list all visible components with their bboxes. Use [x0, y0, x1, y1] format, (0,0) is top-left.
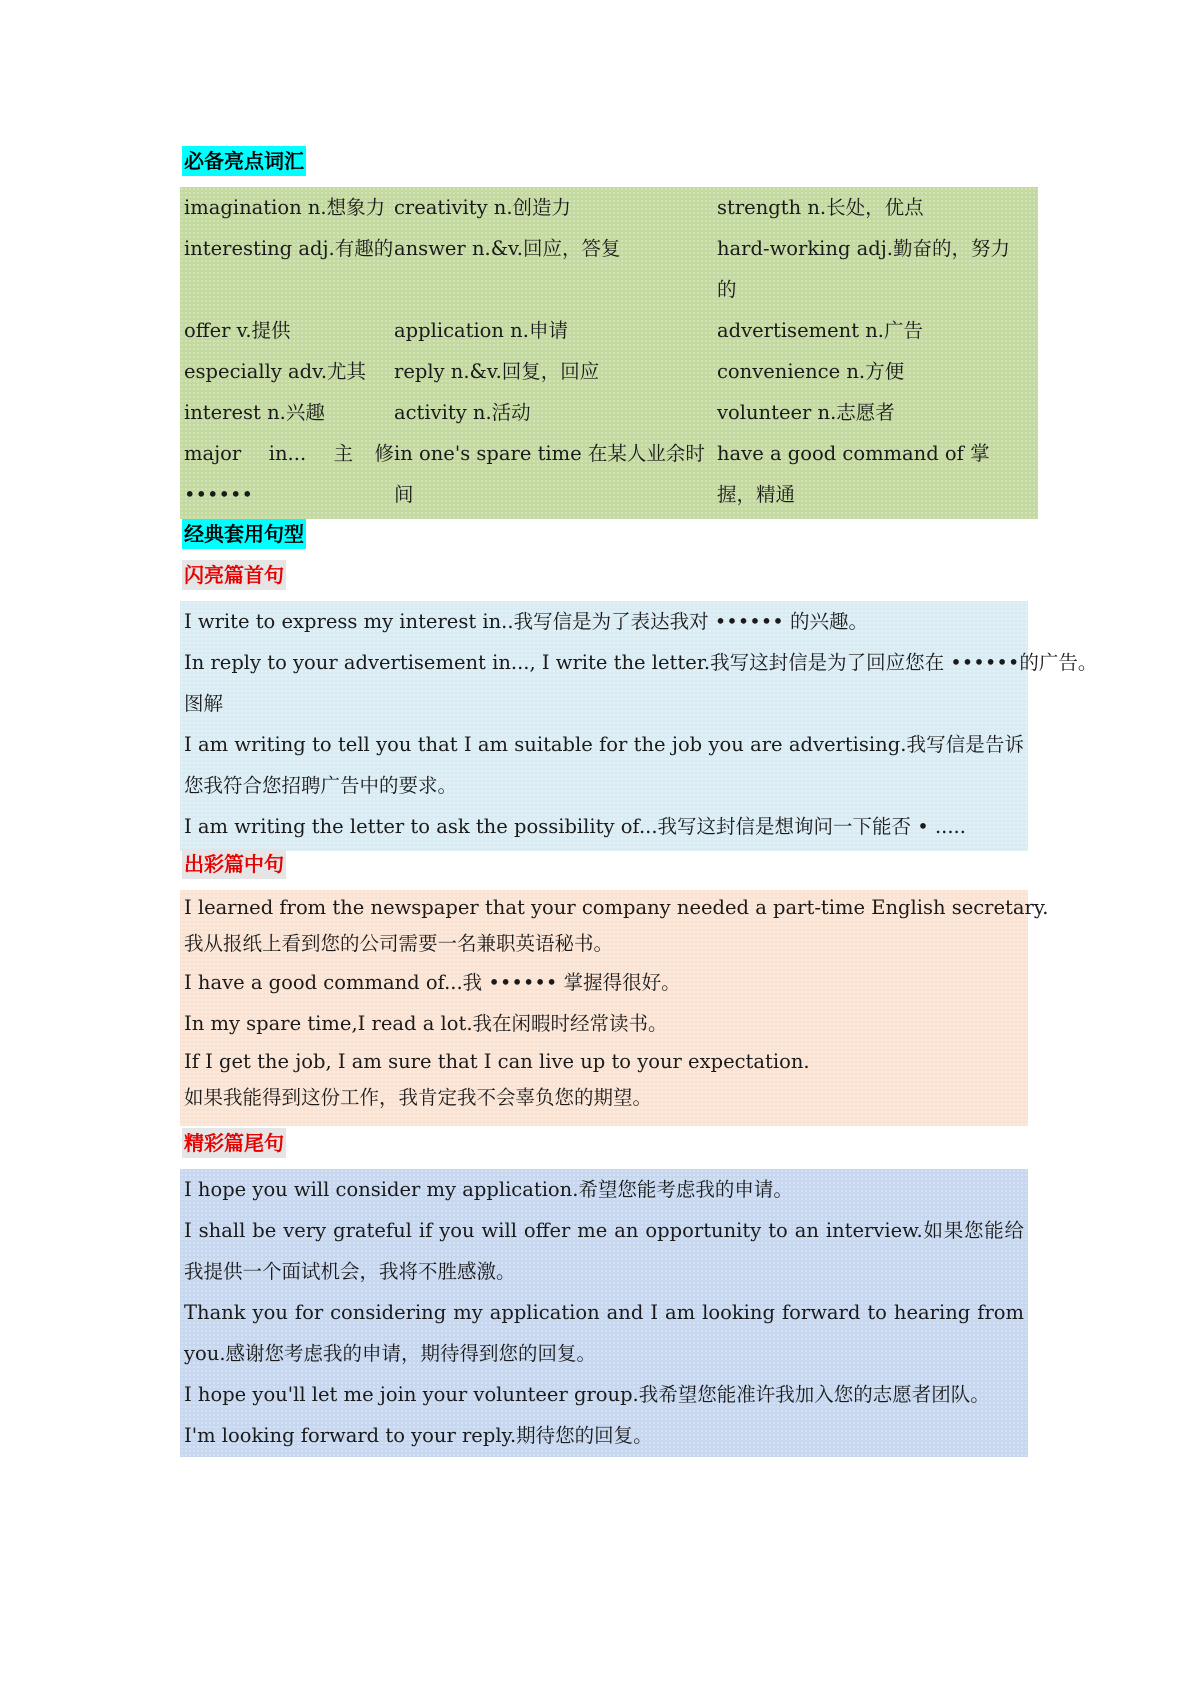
- vocab-row: [184, 392, 1038, 433]
- sentence-line: I'm looking forward to your reply.期待您的回复。: [184, 1424, 653, 1447]
- sentence-line: 如果我能得到这份工作，我肯定我不会辜负您的期望。: [184, 1086, 653, 1109]
- sentence-line: In my spare time,I read a lot.我在闲暇时经常读书。: [184, 1012, 668, 1035]
- vocab-row: [184, 228, 1038, 310]
- vocab-cell: reply n.&v.回复，回应: [394, 360, 600, 383]
- vocab-row: [184, 310, 1038, 351]
- sentence-line: 我从报纸上看到您的公司需要一名兼职英语秘书。: [184, 932, 614, 955]
- vocab-cell: especially adv.尤其: [184, 360, 367, 383]
- sentence-line: I have a good command of...我 •••••• 掌握得很好。: [184, 971, 681, 994]
- vocab-table: [180, 187, 1038, 519]
- closing-sentences: [180, 1169, 1028, 1457]
- vocab-cell: interesting adj.有趣的: [184, 237, 394, 260]
- vocab-heading: 必备亮点词汇: [182, 146, 306, 176]
- sentence-line: I shall be very grateful if you will offer me an opportunity to an interview.如果您能给我提供一个面试机会，我将不胜感激。: [184, 1219, 1024, 1283]
- opening-sentences: [180, 601, 1098, 851]
- vocab-cell: imagination n.想象力: [184, 196, 386, 219]
- sentence-line: I learned from the newspaper that your company needed a part-time English secretary.: [184, 896, 1049, 919]
- vocab-cell: volunteer n.志愿者: [717, 401, 895, 424]
- sentence-line: I am writing to tell you that I am suitable for the job you are advertising.我写信是告诉您我符合您招聘广告中的要求。: [184, 733, 1024, 797]
- sentence-line: 图解: [184, 692, 224, 715]
- middle-sentences: [180, 890, 1049, 1126]
- sentence-heading: 经典套用句型: [182, 519, 306, 549]
- vocab-cell: in one's spare time 在某人业余时间: [394, 442, 705, 506]
- vocab-cell: interest n.兴趣: [184, 401, 325, 424]
- vocab-row: [184, 187, 1038, 228]
- vocab-cell: application n.申请: [394, 319, 568, 342]
- vocab-cell: activity n.活动: [394, 401, 531, 424]
- vocab-row: [184, 433, 1038, 515]
- opening-heading: 闪亮篇首句: [182, 560, 286, 590]
- vocab-cell: strength n.长处，优点: [717, 196, 924, 219]
- sentence-line: I am writing the letter to ask the possibility of...我写这封信是想询问一下能否 • .....: [184, 815, 966, 838]
- vocab-cell: offer v.提供: [184, 319, 291, 342]
- vocab-cell: have a good command of 掌握，精通: [717, 442, 990, 506]
- sentence-line: If I get the job, I am sure that I can live up to your expectation.: [184, 1050, 810, 1073]
- vocab-row: [184, 351, 1038, 392]
- middle-heading: 出彩篇中句: [182, 849, 286, 879]
- sentence-line: I hope you'll let me join your volunteer group.我希望您能准许我加入您的志愿者团队。: [184, 1383, 990, 1406]
- sentence-line: In reply to your advertisement in..., I write the letter.我写这封信是为了回应您在 ••••••的广告。: [184, 651, 1098, 674]
- vocab-cell: advertisement n.广告: [717, 319, 923, 342]
- sentence-line: I write to express my interest in..我写信是为了表达我对 •••••• 的兴趣。: [184, 610, 868, 633]
- vocab-cell: major in... 主修 ••••••: [184, 442, 394, 506]
- vocab-cell: convenience n.方便: [717, 360, 905, 383]
- sentence-line: I hope you will consider my application.希望您能考虑我的申请。: [184, 1178, 793, 1201]
- vocab-cell: creativity n.创造力: [394, 196, 572, 219]
- vocab-cell: hard-working adj.勤奋的，努力的: [717, 237, 1010, 301]
- closing-heading: 精彩篇尾句: [182, 1128, 286, 1158]
- sentence-line: Thank you for considering my application and I am looking forward to hearing from you.感谢您考虑我的申请，期待得到您的回复。: [184, 1301, 1024, 1365]
- vocab-cell: answer n.&v.回应，答复: [394, 237, 621, 260]
